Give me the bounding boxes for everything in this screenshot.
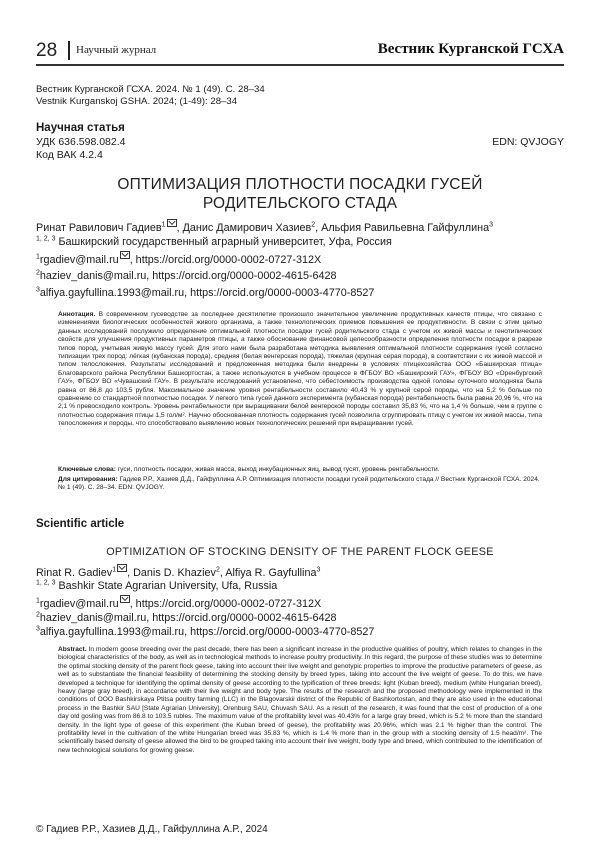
envelope-icon	[167, 219, 177, 227]
abstract-ru	[58, 311, 542, 429]
author-name: Ринат Равилович Гадиев	[36, 222, 162, 234]
title-en: OPTIMIZATION OF STOCKING DENSITY OF THE PARENT FLOCK GEESE	[60, 543, 540, 562]
affiliation-text: Bashkir State Agrarian University, Ufa, Russia	[58, 580, 277, 592]
contact-link[interactable]: alfiya.gayfullina.1993@mail.ru, https://orcid.org/0000-0003-4770-8527	[40, 626, 374, 638]
abstract-en	[58, 646, 542, 755]
copyright: © Гадиев Р.Р., Хазиев Д.Д., Гайфуллина А.Р., 2024	[36, 824, 564, 835]
author-sup: 2	[216, 566, 220, 573]
keywords-text: гуси, плотность посадки, живая масса, выход инкубационных яиц, вывод гусят, уровень рентабельности.	[118, 466, 440, 473]
for-citation-ru	[58, 476, 542, 493]
for-citation-text: Гадиев Р.Р., Хазиев Д.Д., Гайфуллина А.Р. Оптимизация плотности посадки гусей родительского стада // Вестник Курганской ГСХА. 2024. № 1 (49). С. 28–34. EDN: QVJOGY.	[58, 476, 540, 491]
article-type-ru: Научная статья	[36, 122, 564, 134]
author-sup: 1	[112, 566, 116, 573]
affiliation-ru	[36, 236, 564, 249]
envelope-icon	[117, 564, 127, 572]
for-citation-label: Для цитирования:	[58, 476, 118, 483]
author-name: Rinat R. Gadiev	[36, 567, 112, 579]
author-sup: 3	[316, 566, 320, 573]
journal-name: Вестник Курганской ГСХА	[378, 41, 564, 58]
orcid-link[interactable]: , https://orcid.org/0000-0002-0727-312X	[130, 254, 321, 266]
edn-code: EDN: QVJOGY	[36, 136, 564, 148]
title-ru-line2: РОДИТЕЛЬСКОГО СТАДА	[60, 194, 540, 213]
keywords-ru	[58, 466, 542, 474]
affiliation-en	[36, 580, 564, 593]
header-rule	[36, 64, 564, 66]
contact-2-ru: 2haziev_danis@mail.ru, https://orcid.org/0000-0002-4615-6428	[36, 270, 564, 283]
abstract-label: Аннотация.	[58, 311, 95, 318]
contact-1-en: 1rgadiev@mail.ru , https://orcid.org/0000-0002-0727-312X	[36, 598, 564, 611]
author-name: Danis D. Khaziev	[133, 567, 216, 579]
author-name: Alfiya R. Gayfullina	[225, 567, 316, 579]
author-name: Альфия Равильевна Гайфуллина	[321, 222, 489, 234]
journal-page	[0, 0, 600, 848]
author-sup: 3	[489, 221, 493, 228]
header-separator	[68, 41, 70, 60]
citation-en: Vestnik Kurganskoj GSHA. 2024; (1-49): 28–34	[36, 96, 564, 108]
envelope-icon	[120, 251, 130, 259]
author-sup: 2	[311, 221, 315, 228]
running-header	[36, 38, 564, 70]
author-name: Данис Дамирович Хазиев	[183, 222, 312, 234]
title-ru-line1: ОПТИМИЗАЦИЯ ПЛОТНОСТИ ПОСАДКИ ГУСЕЙ	[60, 175, 540, 194]
contact-1-ru: 1rgadiev@mail.ru , https://orcid.org/0000-0002-0727-312X	[36, 254, 564, 267]
contact-link[interactable]: haziev_danis@mail.ru, https://orcid.org/0000-0002-4615-6428	[40, 270, 337, 282]
vak-code: Код ВАК 4.2.4	[36, 149, 564, 161]
contact-3-en: 3alfiya.gayfullina.1993@mail.ru, https://orcid.org/0000-0003-4770-8527	[36, 626, 564, 639]
affiliation-text: Башкирский государственный аграрный университет, Уфа, Россия	[58, 236, 391, 248]
citation-ru: Вестник Курганской ГСХА. 2024. № 1 (49). С. 28–34	[36, 84, 564, 96]
authors-en: Rinat R. Gadiev1 , Danis D. Khaziev2, Alfiya R. Gayfullina3	[36, 567, 564, 580]
journal-type: Научный журнал	[76, 44, 156, 56]
contact-3-ru: 3alfiya.gayfullina.1993@mail.ru, https://orcid.org/0000-0003-4770-8527	[36, 287, 564, 300]
contact-link[interactable]: haziev_danis@mail.ru, https://orcid.org/0000-0002-4615-6428	[40, 612, 337, 624]
page-number: 28	[36, 40, 57, 62]
keywords-label: Ключевые слова:	[58, 466, 116, 473]
affiliation-sup: 1, 2, 3	[36, 579, 55, 586]
contact-link[interactable]: alfiya.gayfullina.1993@mail.ru, https://orcid.org/0000-0003-4770-8527	[40, 287, 374, 299]
email-link[interactable]: rgadiev@mail.ru	[40, 254, 119, 266]
title-ru	[60, 175, 540, 213]
authors-ru: Ринат Равилович Гадиев1 , Данис Дамирович Хазиев2, Альфия Равильевна Гайфуллина3	[36, 222, 564, 235]
abstract-text: In modern goose breeding over the past decade, there has been a significant increase in the productive qualities of poultry, which relates to changes in the biological characteristics of the body, as well as in technological methods to increase poultry productivity. In this regard, the purpose of these studies was to determine the optimal stocking density of the parent flock geese, taking into account their live weight and genotypic properties to improve the productive parameters of geese, as well as to substantiate the financial feasibility of determining the stocking density by breed types, taking into account the live weight of geese. To do this, we have developed a technique for identifying the optimal density of geese according to the typification of three breeds: light (Kuban breed), medium (white Hungarian breed), heavy (large gray breed), in accordance with their live weight and body type. The results of the research and the proposed methodology were implemented in the conditions of OOO Bashkirskaya Ptitsa poultry farming (LLC) in the Blagovarskii district of the Republic of Bashkortostan, and they are also used in the educational process in the Bashkir SAU [State Agrarian University], Orenburg SAU, Chuvash SAU. As a result of the research, it was found that the cost of production of a one day old gosling was from 86.8 to 103.5 rubles. The maximum value of the profitability level was 40.43% for a large gray breed, which is 5.2 % more than the standard density. In the light type of geese of this experiment (the Kuban breed of geese), the profitability was 20.96%, which was 2.1 % higher than the control. The profitability level in the cultivation of the white Hungarian breed was 35.83 %, which is 1.4 % more than in the group with a stocking density of 1.5 head/m². The scientifically based density of geese allowed the bird to be grouped taking into account their live weight, body type and breed, which contributed to the identification of new technological solutions for growing geese.	[58, 646, 542, 754]
author-sup: 1	[162, 221, 166, 228]
contact-2-en: 2haziev_danis@mail.ru, https://orcid.org/0000-0002-4615-6428	[36, 612, 564, 625]
email-link[interactable]: rgadiev@mail.ru	[40, 598, 119, 610]
orcid-link[interactable]: , https://orcid.org/0000-0002-0727-312X	[130, 598, 321, 610]
udc-code: УДК 636.598.082.4	[36, 136, 564, 148]
abstract-text: В современном гусеводстве за последнее десятилетие произошло значительное увеличение продуктивных качеств птицы, что связано с изменениями биологических особенностей живого организма, а также технологических приемов повышения ее продуктивности. В связи с этим целью данных исследований послужило определение оптимальной плотности посадки гусей родительского стада с учетом их живой массы и генотипических свойств для улучшения продуктивных параметров птицы, а также обоснование финансовой целесообразности определения плотности посадки в разрезе типов пород, учитывая живую массу гусей. Для этого нами была разработана методика выявления оптимальной плотности содержания гусей согласно типизации трех пород: лёгкая (кубанская порода), средняя (белая венгерская порода), тяжелая (крупная серая порода), в соответствии с их живой массой и типом телосложения. Результаты исследований и предложенная методика были внедрены в условиях птицехозяйства ООО «Башкирская птица» Благоварского района Республики Башкортостан, а также используются в учебном процессе в ФГБОУ ВО «Башкирский ГАУ», ФГБОУ ВО «Оренбургский ГАУ», ФГБОУ ВО «Чувашский ГАУ». В результате исследований установлено, что себестоимость производства одной головы суточного молодняка была равна от 86,8 до 103,5 рубля. Максимальное значение уровня рентабельности составило 40,43 % у крупной серой породы, что на 5,2 % больше по сравнению со стандартной плотностью посадки. У легкого типа гусей данного эксперимента (кубанская порода) рентабельность была равна 20,96 %, что на 2,1 % превосходило контроль. Уровень рентабельности при выращивании белой венгерской породы составил 35,83 %, что на 1,4 % больше, чем в группе с плотностью содержания птицы 1,5 гол/м². Научно обоснованная плотность содержания гусей позволила сгруппировать птицу с учетом их живой массы, типа телосложения и породы, что способствовало выявлению новых технологических решений при выращивании гусей.	[58, 311, 542, 427]
article-type-en: Scientific article	[36, 518, 564, 530]
envelope-icon	[120, 595, 130, 603]
affiliation-sup: 1, 2, 3	[36, 235, 55, 242]
abstract-label: Abstract.	[58, 646, 87, 653]
